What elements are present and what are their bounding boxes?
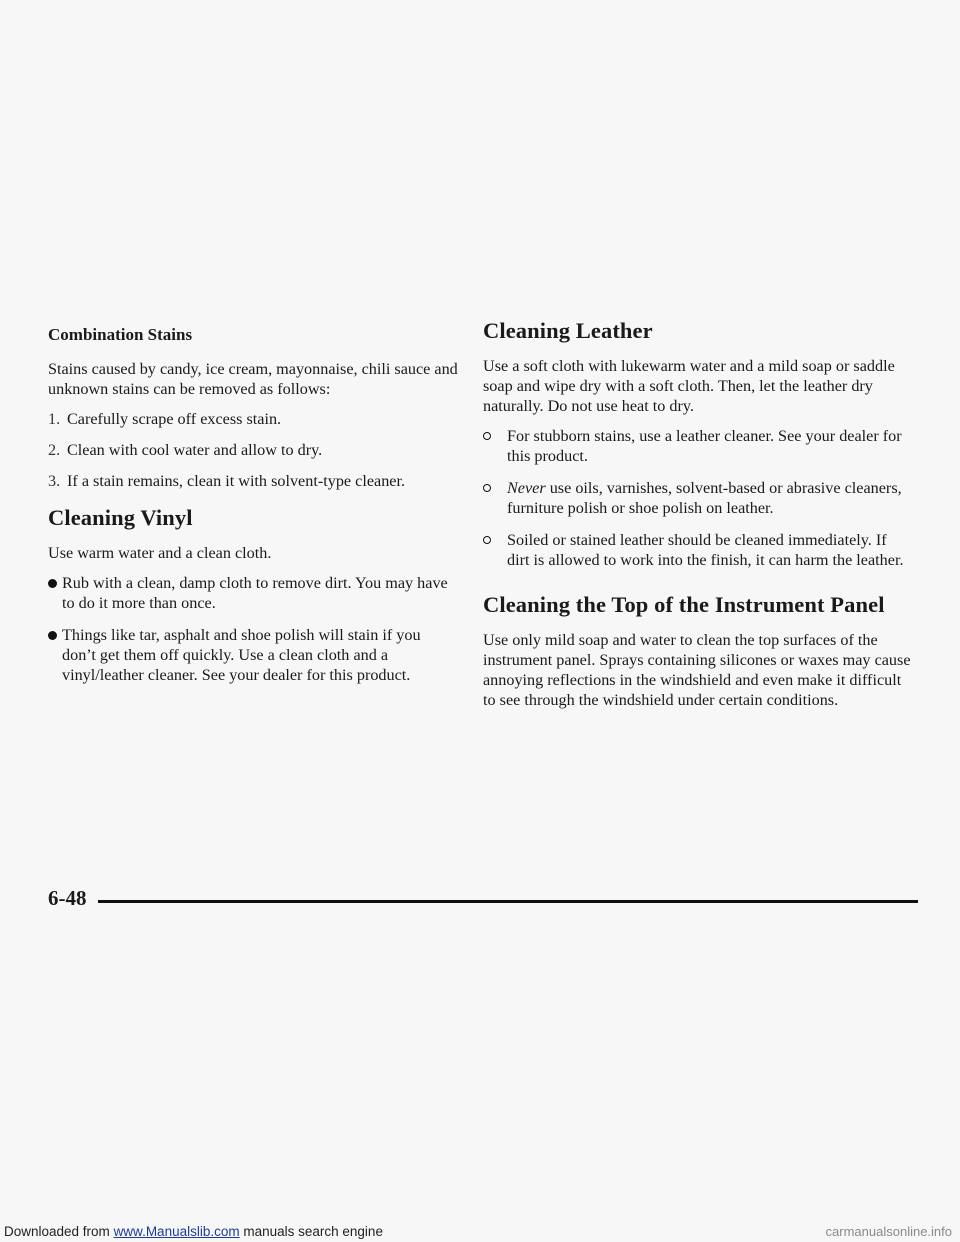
instrument-panel-heading: Cleaning the Top of the Instrument Panel [483, 592, 885, 617]
step-item [48, 471, 458, 491]
instrument-panel-text: Use only mild soap and water to clean the top surfaces of the instrument panel. Sprays containing silicones or waxes may cause annoying reflections in the windshield and even make it difficult to see through the windshield under certain conditions. [483, 631, 911, 709]
bullet-text-rest: use oils, varnishes, solvent-based or abrasive cleaners, furniture polish or shoe polish on leather. [507, 479, 902, 517]
page-number: 6-48 [48, 886, 87, 910]
step-number: 3. [48, 472, 61, 490]
list-item [483, 530, 913, 570]
combination-stains-heading: Combination Stains [48, 325, 193, 344]
filled-bullet-icon [48, 579, 62, 588]
step-text: Carefully scrape off excess stain. [67, 410, 282, 428]
manualslib-link[interactable]: www.Manualslib.com [113, 1223, 240, 1239]
bullet-text: Things like tar, asphalt and shoe polish will stain if you don’t get them off quickly. Use a clean cloth and a vinyl/leather cleaner. See your dealer for this product. [62, 626, 421, 684]
right-column [483, 318, 913, 720]
watermark-suffix: manuals search engine [239, 1223, 383, 1239]
bullet-text: Soiled or stained leather should be cleaned immediately. If dirt is allowed to work into the finish, it can harm the leather. [507, 531, 904, 569]
list-item [483, 426, 913, 466]
page-footer [48, 886, 918, 916]
bullet-text [507, 478, 913, 518]
bullet-text: For stubborn stains, use a leather cleaner. See your dealer for this product. [507, 427, 902, 465]
step-item [48, 409, 458, 429]
left-column [48, 318, 458, 697]
list-item [48, 625, 458, 685]
combination-stains-steps [48, 409, 458, 491]
watermark-right: carmanualsonline.info [825, 1223, 952, 1239]
step-text: If a stain remains, clean it with solvent-type cleaner. [67, 472, 406, 490]
filled-bullet-icon [48, 631, 62, 640]
cleaning-vinyl-heading: Cleaning Vinyl [48, 505, 193, 530]
step-number: 2. [48, 441, 61, 459]
ring-bullet-icon [483, 478, 507, 498]
cleaning-leather-bullets [483, 426, 913, 570]
watermark-left [4, 1224, 383, 1239]
cleaning-leather-heading: Cleaning Leather [483, 318, 653, 343]
combination-stains-intro: Stains caused by candy, ice cream, mayonnaise, chili sauce and unknown stains can be removed as follows: [48, 360, 458, 398]
watermark-prefix: Downloaded from [4, 1223, 114, 1239]
footer-rule [98, 900, 918, 903]
bullet-text: Rub with a clean, damp cloth to remove dirt. You may have to do it more than once. [62, 574, 448, 612]
ring-bullet-icon [483, 426, 507, 446]
ring-bullet-icon [483, 530, 507, 550]
step-item [48, 440, 458, 460]
cleaning-vinyl-bullets [48, 573, 458, 685]
step-number: 1. [48, 410, 61, 428]
cleaning-vinyl-intro: Use warm water and a clean cloth. [48, 544, 272, 562]
list-item [483, 478, 913, 518]
cleaning-leather-intro: Use a soft cloth with lukewarm water and a mild soap or saddle soap and wipe dry with a soft cloth. Then, let the leather dry naturally. Do not use heat to dry. [483, 357, 895, 415]
emphasis-never: Never [507, 479, 546, 497]
list-item [48, 573, 458, 613]
step-text: Clean with cool water and allow to dry. [67, 441, 323, 459]
download-watermark [0, 1220, 960, 1242]
